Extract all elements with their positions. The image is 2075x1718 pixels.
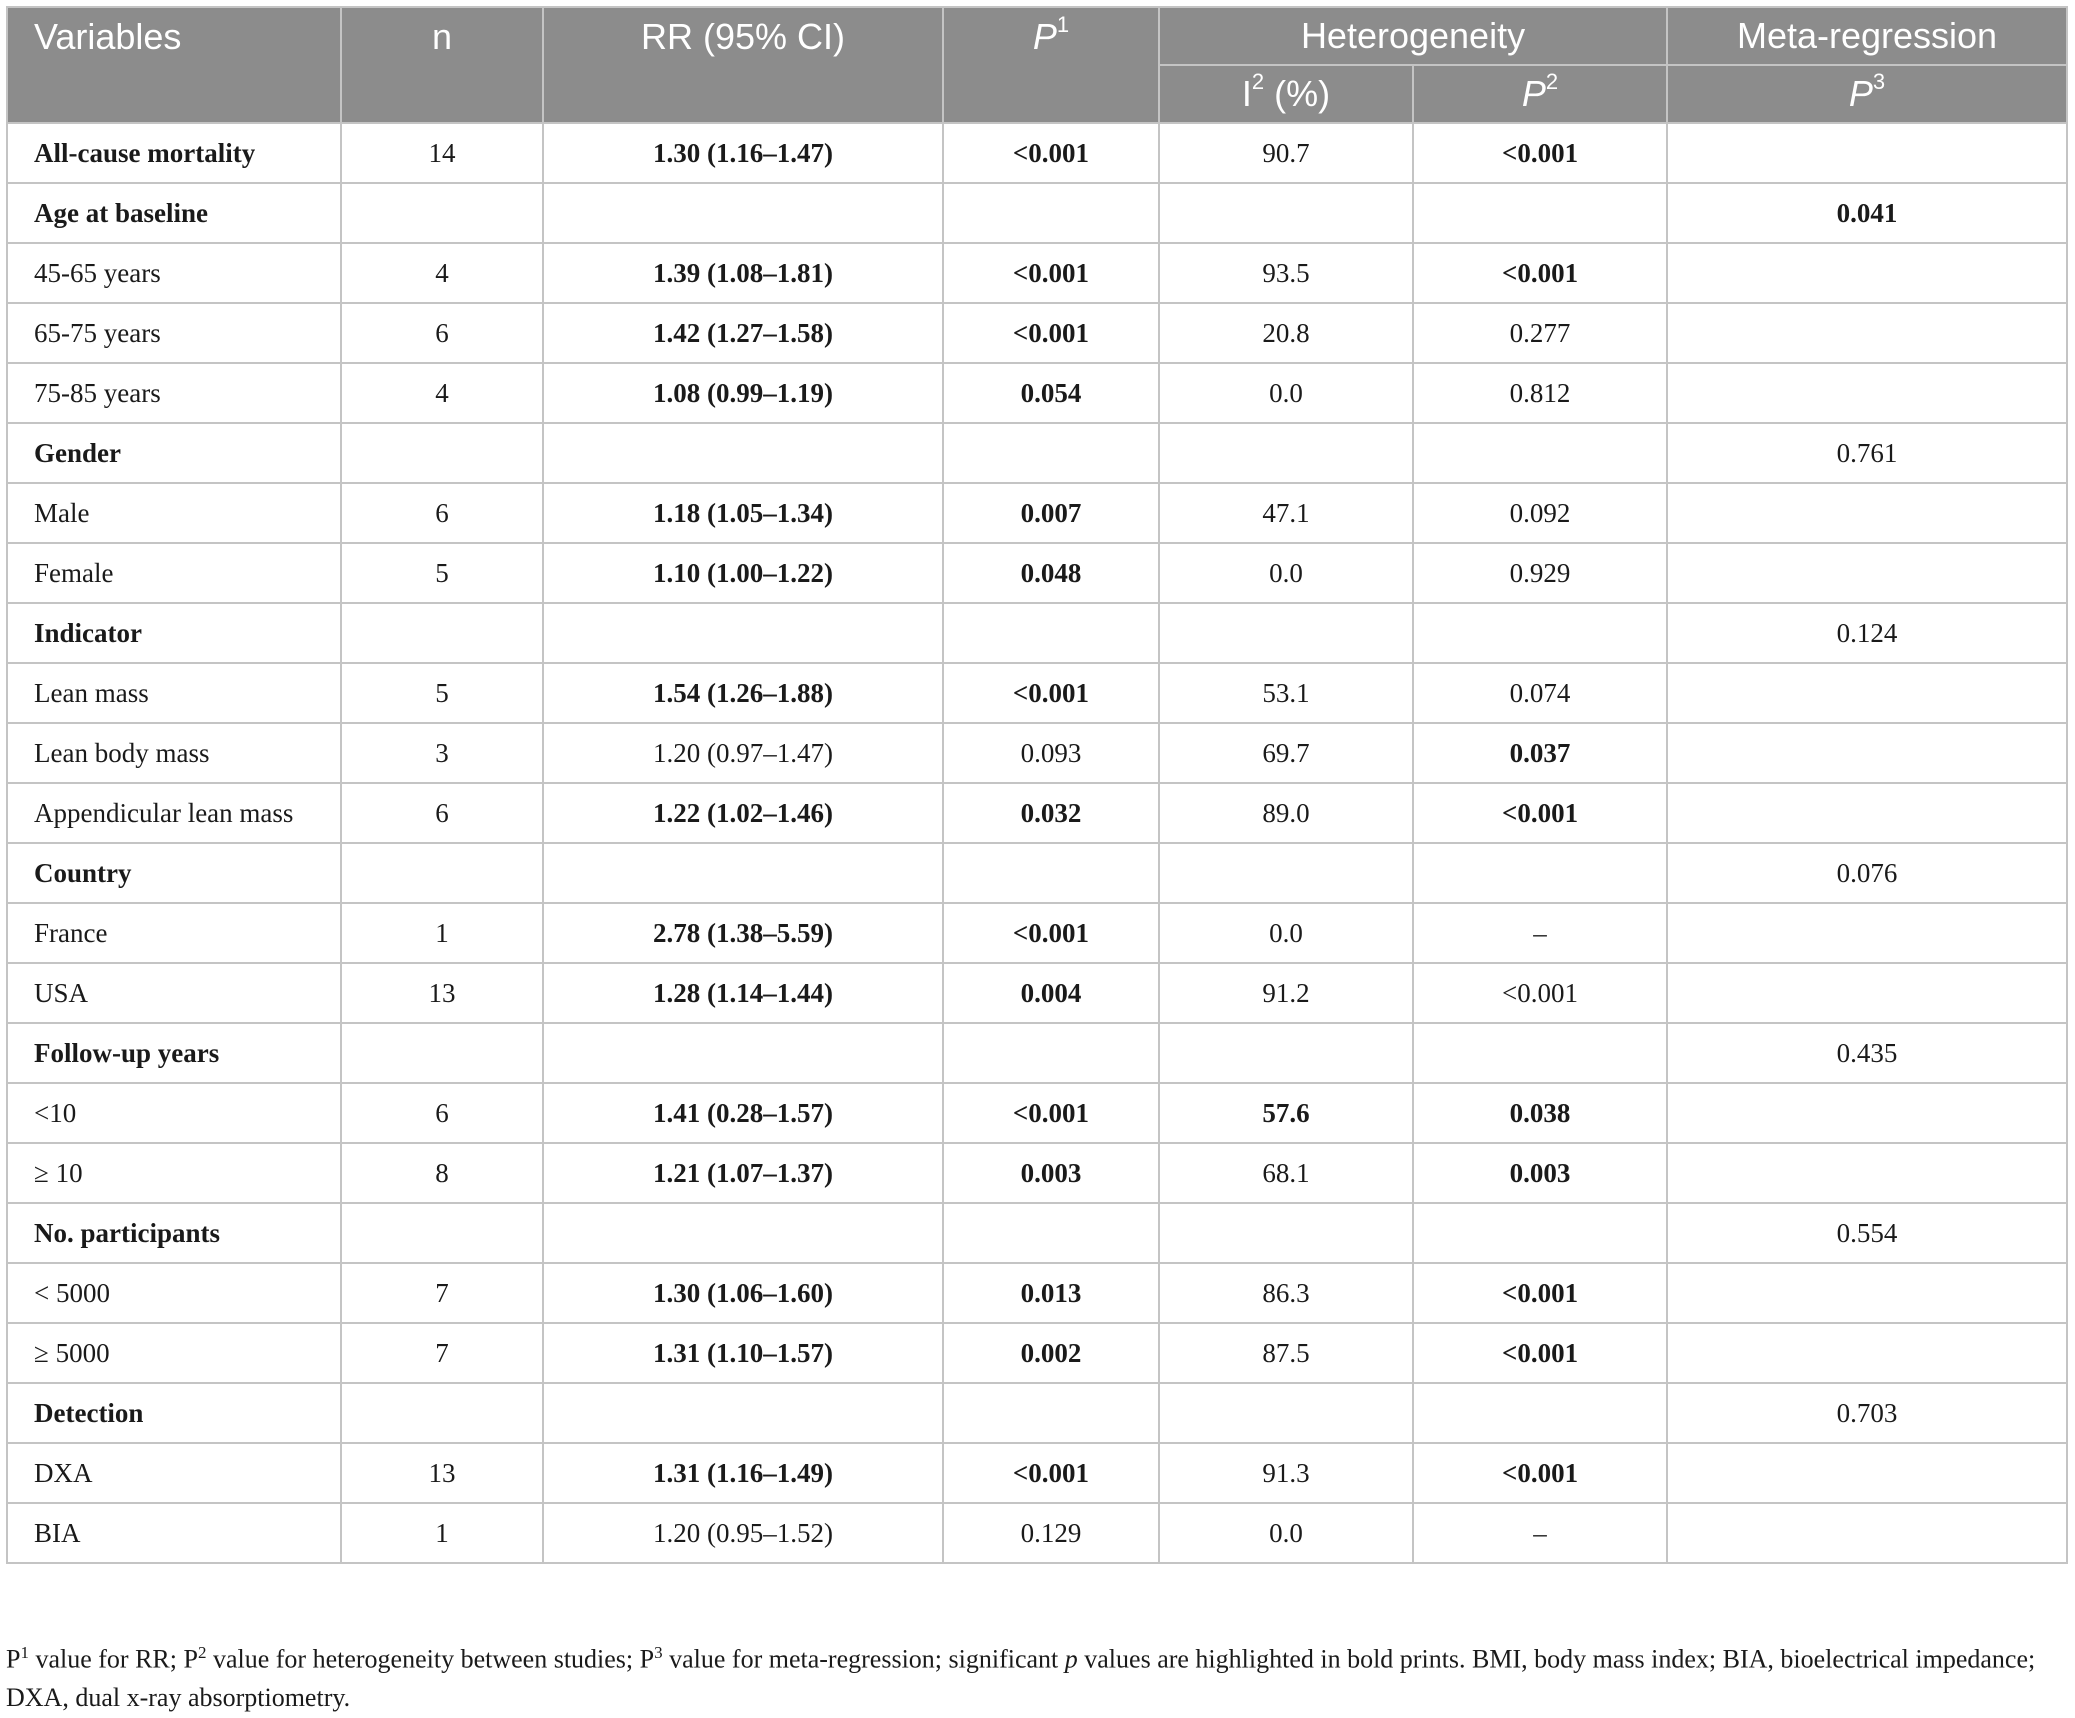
cell-p3: [1667, 1443, 2067, 1503]
cell-n: 6: [341, 303, 543, 363]
group-row: [7, 1383, 2067, 1443]
cell-p2: <0.001: [1413, 1323, 1667, 1383]
cell-rr: 1.10 (1.00–1.22): [543, 543, 943, 603]
group-row: [7, 183, 2067, 243]
header-p3: $P^3$: [1667, 65, 2067, 123]
cell-variable: All-cause mortality: [7, 123, 341, 183]
cell-rr: 1.20 (0.97–1.47): [543, 723, 943, 783]
cell-n: 14: [341, 123, 543, 183]
cell-i2: [1159, 1203, 1413, 1263]
cell-p1: [943, 1023, 1159, 1083]
cell-p2: <0.001: [1413, 963, 1667, 1023]
cell-p1: <0.001: [943, 903, 1159, 963]
cell-n: [341, 1383, 543, 1443]
cell-p2: 0.812: [1413, 363, 1667, 423]
results-table: [6, 6, 2068, 1564]
cell-p2: 0.074: [1413, 663, 1667, 723]
cell-p1: 0.007: [943, 483, 1159, 543]
cell-rr: [543, 1203, 943, 1263]
cell-variable: USA: [7, 963, 341, 1023]
cell-p2: <0.001: [1413, 243, 1667, 303]
cell-p1: <0.001: [943, 1443, 1159, 1503]
cell-i2: [1159, 1023, 1413, 1083]
table-row: [7, 363, 2067, 423]
cell-n: [341, 843, 543, 903]
cell-variable: Age at baseline: [7, 183, 341, 243]
cell-p1: 0.003: [943, 1143, 1159, 1203]
cell-n: 4: [341, 363, 543, 423]
cell-p1: 0.129: [943, 1503, 1159, 1563]
cell-i2: 0.0: [1159, 363, 1413, 423]
cell-p1: [943, 1203, 1159, 1263]
cell-p3: [1667, 1323, 2067, 1383]
cell-p2: –: [1413, 903, 1667, 963]
cell-p1: 0.048: [943, 543, 1159, 603]
cell-rr: [543, 1023, 943, 1083]
cell-variable: <10: [7, 1083, 341, 1143]
cell-rr: [543, 603, 943, 663]
cell-p1: <0.001: [943, 303, 1159, 363]
cell-p1: 0.002: [943, 1323, 1159, 1383]
group-row: [7, 843, 2067, 903]
table-row: [7, 303, 2067, 363]
cell-n: [341, 1203, 543, 1263]
cell-i2: 69.7: [1159, 723, 1413, 783]
cell-p3: [1667, 123, 2067, 183]
cell-variable: Male: [7, 483, 341, 543]
table-row: [7, 783, 2067, 843]
cell-i2: 89.0: [1159, 783, 1413, 843]
cell-variable: 65-75 years: [7, 303, 341, 363]
cell-rr: [543, 843, 943, 903]
cell-p2: 0.092: [1413, 483, 1667, 543]
table-row: [7, 1263, 2067, 1323]
table-row: [7, 1503, 2067, 1563]
cell-p3: [1667, 243, 2067, 303]
cell-variable: ≥ 5000: [7, 1323, 341, 1383]
cell-variable: ≥ 10: [7, 1143, 341, 1203]
cell-p2: <0.001: [1413, 123, 1667, 183]
cell-p3: [1667, 363, 2067, 423]
table-row: [7, 1083, 2067, 1143]
cell-rr: 1.42 (1.27–1.58): [543, 303, 943, 363]
cell-i2: 87.5: [1159, 1323, 1413, 1383]
cell-p3: 0.761: [1667, 423, 2067, 483]
table-body: [7, 123, 2067, 1563]
cell-p3: [1667, 1263, 2067, 1323]
cell-rr: 1.30 (1.06–1.60): [543, 1263, 943, 1323]
cell-p2: <0.001: [1413, 1263, 1667, 1323]
cell-rr: 1.30 (1.16–1.47): [543, 123, 943, 183]
cell-p1: 0.054: [943, 363, 1159, 423]
cell-p2: 0.929: [1413, 543, 1667, 603]
group-row: [7, 123, 2067, 183]
cell-p2: 0.003: [1413, 1143, 1667, 1203]
cell-p3: [1667, 303, 2067, 363]
cell-i2: 0.0: [1159, 1503, 1413, 1563]
table-header: [7, 7, 2067, 123]
cell-n: 13: [341, 1443, 543, 1503]
cell-n: [341, 423, 543, 483]
cell-p2: [1413, 423, 1667, 483]
cell-p1: [943, 183, 1159, 243]
cell-variable: Detection: [7, 1383, 341, 1443]
table-row: [7, 1143, 2067, 1203]
group-row: [7, 423, 2067, 483]
table-container: [6, 6, 2066, 1564]
cell-i2: 0.0: [1159, 543, 1413, 603]
cell-p3: [1667, 963, 2067, 1023]
cell-p2: [1413, 1023, 1667, 1083]
header-heterogeneity: Heterogeneity: [1159, 7, 1667, 65]
cell-p1: 0.004: [943, 963, 1159, 1023]
group-row: [7, 1203, 2067, 1263]
header-p2: $P^2$: [1413, 65, 1667, 123]
cell-i2: 86.3: [1159, 1263, 1413, 1323]
cell-variable: France: [7, 903, 341, 963]
cell-p1: <0.001: [943, 1083, 1159, 1143]
cell-p2: [1413, 183, 1667, 243]
cell-i2: 91.2: [1159, 963, 1413, 1023]
cell-p3: 0.435: [1667, 1023, 2067, 1083]
cell-n: [341, 603, 543, 663]
cell-p3: 0.554: [1667, 1203, 2067, 1263]
table-row: [7, 1323, 2067, 1383]
cell-n: 7: [341, 1263, 543, 1323]
cell-n: 5: [341, 543, 543, 603]
cell-i2: 93.5: [1159, 243, 1413, 303]
cell-rr: 1.22 (1.02–1.46): [543, 783, 943, 843]
table-row: [7, 483, 2067, 543]
cell-rr: 1.41 (0.28–1.57): [543, 1083, 943, 1143]
cell-variable: Lean mass: [7, 663, 341, 723]
cell-p2: <0.001: [1413, 1443, 1667, 1503]
cell-i2: 57.6: [1159, 1083, 1413, 1143]
cell-variable: < 5000: [7, 1263, 341, 1323]
cell-i2: [1159, 183, 1413, 243]
cell-variable: Follow-up years: [7, 1023, 341, 1083]
group-row: [7, 1023, 2067, 1083]
cell-p2: 0.038: [1413, 1083, 1667, 1143]
cell-i2: [1159, 1383, 1413, 1443]
cell-p3: [1667, 663, 2067, 723]
cell-p2: 0.037: [1413, 723, 1667, 783]
cell-p3: [1667, 483, 2067, 543]
cell-p1: [943, 603, 1159, 663]
cell-i2: 90.7: [1159, 123, 1413, 183]
cell-n: 1: [341, 1503, 543, 1563]
cell-p2: [1413, 1383, 1667, 1443]
cell-p3: 0.124: [1667, 603, 2067, 663]
header-rr: RR (95% CI): [543, 7, 943, 123]
table-row: [7, 243, 2067, 303]
table-row: [7, 663, 2067, 723]
cell-rr: 1.54 (1.26–1.88): [543, 663, 943, 723]
cell-i2: [1159, 423, 1413, 483]
header-meta-regression: Meta-regression: [1667, 7, 2067, 65]
cell-p1: 0.093: [943, 723, 1159, 783]
cell-p1: <0.001: [943, 663, 1159, 723]
cell-n: 6: [341, 783, 543, 843]
header-i2: $I^2$ (%): [1159, 65, 1413, 123]
cell-n: 13: [341, 963, 543, 1023]
table-row: [7, 723, 2067, 783]
table-row: [7, 543, 2067, 603]
cell-n: 5: [341, 663, 543, 723]
cell-variable: Appendicular lean mass: [7, 783, 341, 843]
cell-variable: Country: [7, 843, 341, 903]
cell-variable: Indicator: [7, 603, 341, 663]
cell-p3: 0.703: [1667, 1383, 2067, 1443]
cell-rr: 1.39 (1.08–1.81): [543, 243, 943, 303]
cell-p3: [1667, 723, 2067, 783]
cell-variable: Female: [7, 543, 341, 603]
cell-i2: [1159, 603, 1413, 663]
cell-variable: No. participants: [7, 1203, 341, 1263]
cell-i2: 20.8: [1159, 303, 1413, 363]
cell-p3: [1667, 1503, 2067, 1563]
cell-p2: –: [1413, 1503, 1667, 1563]
cell-rr: [543, 1383, 943, 1443]
table-row: [7, 903, 2067, 963]
cell-p1: [943, 843, 1159, 903]
cell-p1: 0.013: [943, 1263, 1159, 1323]
cell-i2: 68.1: [1159, 1143, 1413, 1203]
cell-p3: [1667, 543, 2067, 603]
cell-variable: 45-65 years: [7, 243, 341, 303]
cell-variable: Lean body mass: [7, 723, 341, 783]
cell-n: [341, 1023, 543, 1083]
cell-rr: 1.18 (1.05–1.34): [543, 483, 943, 543]
cell-rr: [543, 183, 943, 243]
cell-p3: [1667, 903, 2067, 963]
group-row: [7, 603, 2067, 663]
cell-n: 4: [341, 243, 543, 303]
cell-rr: 1.28 (1.14–1.44): [543, 963, 943, 1023]
cell-rr: 1.21 (1.07–1.37): [543, 1143, 943, 1203]
cell-p3: 0.076: [1667, 843, 2067, 903]
cell-rr: 1.31 (1.10–1.57): [543, 1323, 943, 1383]
cell-n: 6: [341, 1083, 543, 1143]
cell-n: 8: [341, 1143, 543, 1203]
cell-i2: 91.3: [1159, 1443, 1413, 1503]
cell-variable: DXA: [7, 1443, 341, 1503]
header-n: n: [341, 7, 543, 123]
cell-p3: [1667, 1083, 2067, 1143]
cell-p3: [1667, 1143, 2067, 1203]
cell-variable: Gender: [7, 423, 341, 483]
cell-p3: [1667, 783, 2067, 843]
cell-i2: [1159, 843, 1413, 903]
cell-i2: 0.0: [1159, 903, 1413, 963]
cell-p2: <0.001: [1413, 783, 1667, 843]
cell-p2: 0.277: [1413, 303, 1667, 363]
cell-p1: [943, 423, 1159, 483]
cell-rr: 2.78 (1.38–5.59): [543, 903, 943, 963]
cell-n: 7: [341, 1323, 543, 1383]
table-row: [7, 1443, 2067, 1503]
cell-p1: [943, 1383, 1159, 1443]
cell-p2: [1413, 603, 1667, 663]
cell-p1: <0.001: [943, 123, 1159, 183]
cell-p2: [1413, 1203, 1667, 1263]
cell-p1: 0.032: [943, 783, 1159, 843]
header-variables: Variables: [7, 7, 341, 123]
table-row: [7, 963, 2067, 1023]
cell-p2: [1413, 843, 1667, 903]
table-footnote: $P^1$ value for RR; $P^2$ value for heterogeneity between studies; $P^3$ value for meta-regression; significant p values are highlighted in bold prints. BMI, body mass index; BIA, bioelectrical impedance; DXA, dual x-ray absorptiometry.: [6, 1643, 2036, 1712]
cell-p1: <0.001: [943, 243, 1159, 303]
cell-i2: 53.1: [1159, 663, 1413, 723]
cell-p3: 0.041: [1667, 183, 2067, 243]
cell-variable: 75-85 years: [7, 363, 341, 423]
cell-n: [341, 183, 543, 243]
cell-i2: 47.1: [1159, 483, 1413, 543]
cell-n: 1: [341, 903, 543, 963]
cell-rr: 1.08 (0.99–1.19): [543, 363, 943, 423]
cell-rr: [543, 423, 943, 483]
header-p1: $P^1$: [943, 7, 1159, 123]
cell-rr: 1.20 (0.95–1.52): [543, 1503, 943, 1563]
cell-rr: 1.31 (1.16–1.49): [543, 1443, 943, 1503]
cell-n: 3: [341, 723, 543, 783]
cell-n: 6: [341, 483, 543, 543]
cell-variable: BIA: [7, 1503, 341, 1563]
